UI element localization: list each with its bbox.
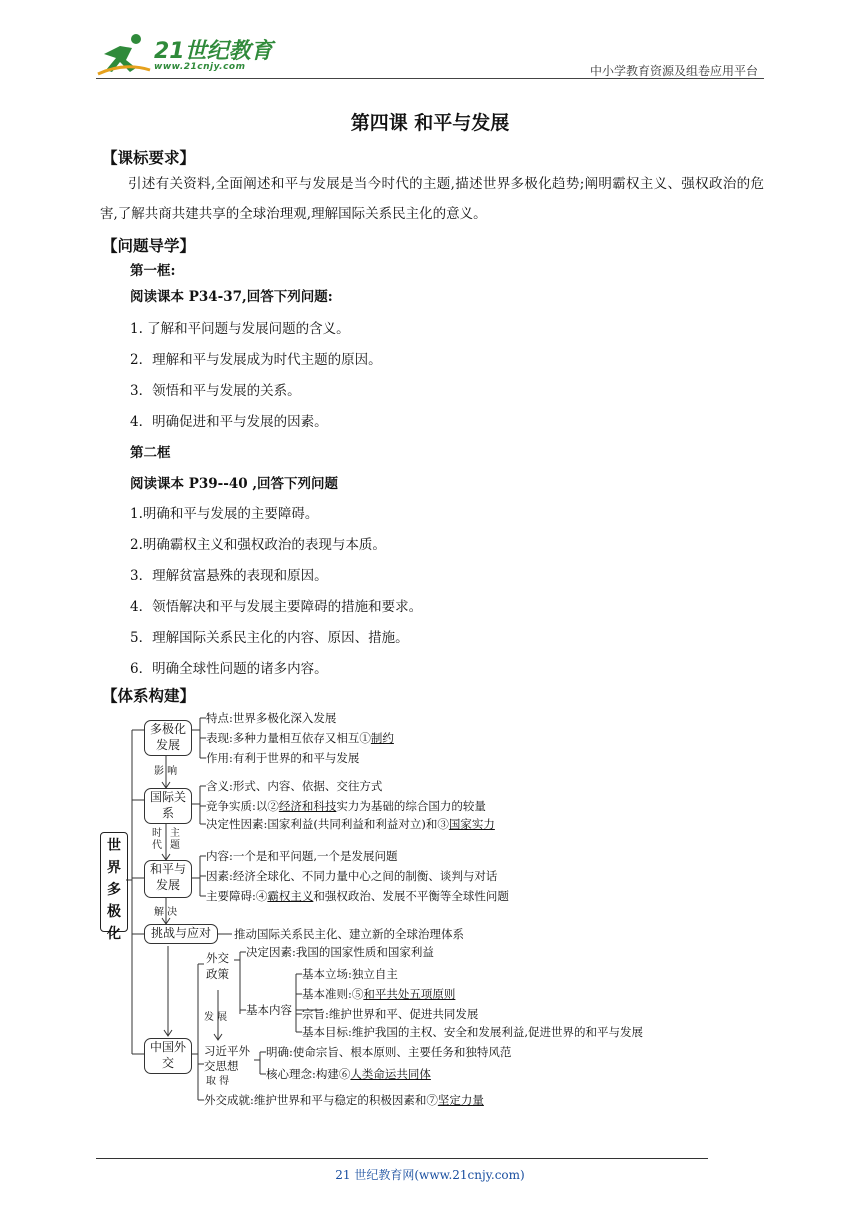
list-item: 3．领悟和平与发展的关系。 <box>130 383 301 399</box>
list-item: 1. 了解和平问题与发展问题的含义。 <box>130 321 350 337</box>
node-intl-relations: 国际关系 <box>144 788 192 824</box>
node-multipolar: 多极化发展 <box>144 720 192 756</box>
list-item: 5．理解国际关系民主化的内容、原因、措施。 <box>130 630 409 646</box>
link-label: 时代 <box>152 828 162 851</box>
section-tixi-heading: 【体系构建】 <box>102 686 196 705</box>
link-label: 发 展 <box>204 1012 228 1023</box>
list-item: 4．明确促进和平与发展的因素。 <box>130 414 328 430</box>
frame2-title: 第二框 <box>130 445 171 461</box>
list-item: 1.明确和平与发展的主要障碍。 <box>130 506 319 522</box>
b2-item: 竞争实质:以②经济和科技实力为基础的综合国力的较量 <box>206 799 486 813</box>
section-wenti-heading: 【问题导学】 <box>102 236 196 255</box>
list-item: 2.明确霸权主义和强权政治的表现与本质。 <box>130 537 386 553</box>
knowledge-diagram <box>96 708 716 1118</box>
b2-item: 决定性因素:国家利益(共同利益和利益对立)和③国家实力 <box>206 817 495 831</box>
node-peace-development: 和平与发展 <box>144 860 192 898</box>
xi-thought-label: 习近平外交思想 <box>204 1044 250 1073</box>
header-divider <box>96 78 764 79</box>
content-item: 基本准则:⑤和平共处五项原则 <box>302 987 456 1001</box>
b3-item: 因素:经济全球化、不同力量中心之间的制衡、谈判与对话 <box>206 869 498 883</box>
logo-url: www.21cnjy.com <box>154 62 246 72</box>
list-item: 3．理解贫富悬殊的表现和原因。 <box>130 568 328 584</box>
b2-item: 含义:形式、内容、依据、交往方式 <box>206 779 383 793</box>
runner-logo-icon <box>96 32 152 76</box>
page-title: 第四课 和平与发展 <box>350 112 510 134</box>
frame1-read: 阅读课本 P34-37,回答下列问题: <box>130 289 333 305</box>
section-kebiao-heading: 【课标要求】 <box>102 148 196 167</box>
frame2-read: 阅读课本 P39--40 ,回答下列问题 <box>130 476 339 492</box>
list-item: 6．明确全球性问题的诸多内容。 <box>130 661 328 677</box>
content-item: 宗旨:维护世界和平、促进共同发展 <box>302 1007 479 1021</box>
achievement-item: 外交成就:维护世界和平与稳定的积极因素和⑦坚定力量 <box>204 1093 484 1107</box>
frame1-title: 第一框: <box>130 263 176 279</box>
b3-item: 主要障碍:④霸权主义和强权政治、发展不平衡等全球性问题 <box>206 889 509 903</box>
node-challenge: 挑战与应对 <box>144 924 218 944</box>
logo-text: 21世纪教育 <box>154 39 273 64</box>
footer-text: 21 世纪教育网(www.21cnjy.com) <box>335 1168 525 1182</box>
xi-item: 明确:使命宗旨、根本原则、主要任务和独特风范 <box>266 1045 512 1059</box>
diplomacy-policy-label: 外交政策 <box>206 951 229 981</box>
page-header <box>96 30 764 80</box>
link-label: 主题 <box>170 828 180 851</box>
b3-item: 内容:一个是和平问题,一个是发展问题 <box>206 849 398 863</box>
link-label: 影 响 <box>154 766 178 777</box>
b1-item: 表现:多种力量相互依存又相互①制约 <box>206 731 394 745</box>
policy-item: 决定因素:我国的国家性质和国家利益 <box>246 945 434 959</box>
header-platform-text: 中小学教育资源及组卷应用平台 <box>589 64 758 78</box>
b1-item: 作用:有利于世界的和平与发展 <box>206 751 360 765</box>
policy-item: 基本内容 <box>246 1003 292 1017</box>
list-item: 2．理解和平与发展成为时代主题的原因。 <box>130 352 382 368</box>
node-china-diplomacy: 中国外交 <box>144 1038 192 1074</box>
kebiao-text: 引述有关资料,全面阐述和平与发展是当今时代的主题,描述世界多极化趋势;阐明霸权主义、强权政治的危害,了解共商共建共享的全球治理观,理解国际关系民主化的意义。 <box>100 176 764 222</box>
footer-divider <box>96 1158 708 1159</box>
list-item: 4．领悟解决和平与发展主要障碍的措施和要求。 <box>130 599 423 615</box>
link-label: 取 得 <box>206 1076 230 1087</box>
xi-item: 核心理念:构建⑥人类命运共同体 <box>266 1067 431 1081</box>
b1-item: 特点:世界多极化深入发展 <box>206 711 337 725</box>
content-item: 基本立场:独立自主 <box>302 967 398 981</box>
b4-item: 推动国际关系民主化、建立新的全球治理体系 <box>234 927 464 941</box>
content-item: 基本目标:维护我国的主权、安全和发展利益,促进世界的和平与发展 <box>302 1025 644 1039</box>
root-node: 世界多极化 <box>100 832 128 932</box>
link-label: 解 决 <box>154 907 178 918</box>
